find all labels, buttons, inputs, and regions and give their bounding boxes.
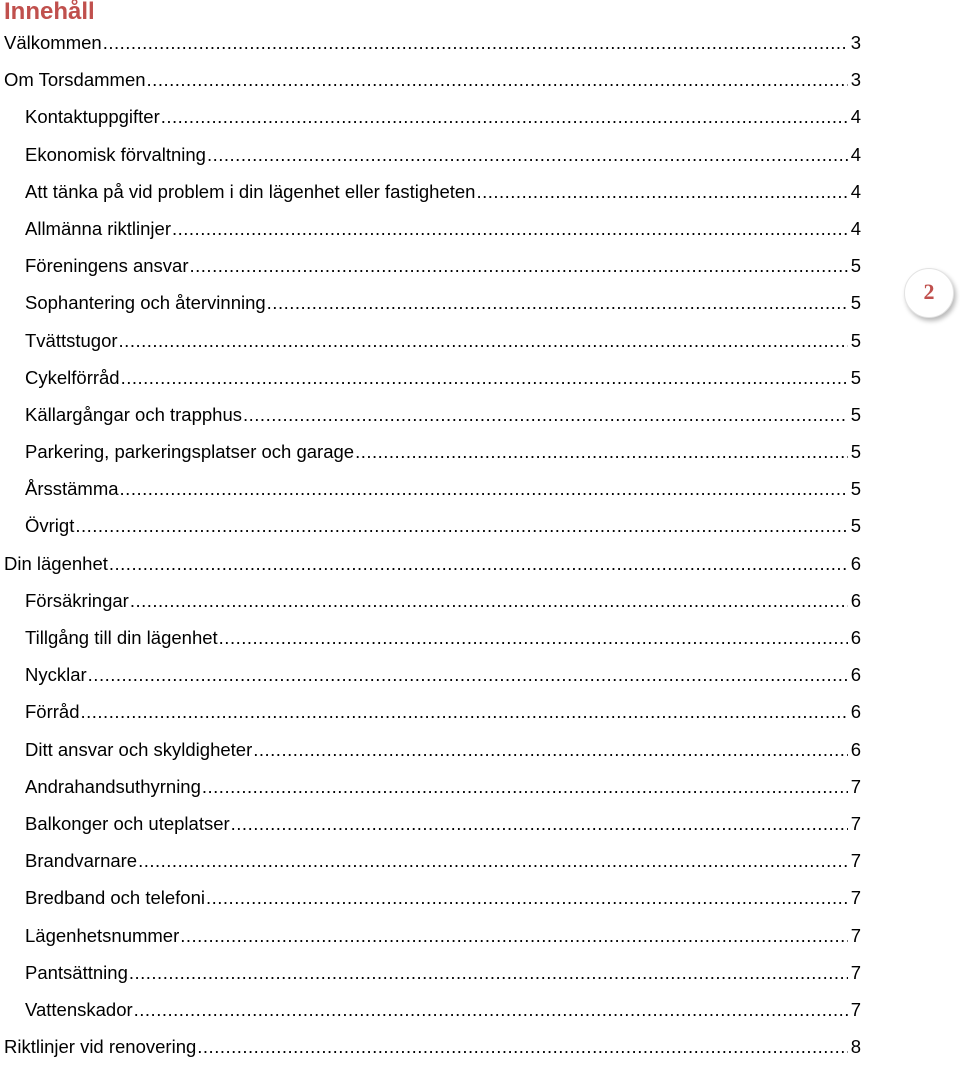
toc-dot-leader: [202, 768, 848, 805]
toc-dot-leader: [81, 693, 848, 730]
toc-dot-leader: [129, 954, 848, 991]
toc-dot-leader: [197, 1028, 847, 1065]
toc-entry[interactable]: [0, 656, 870, 693]
toc-entry-title: Årsstämma: [25, 478, 119, 500]
toc-dot-leader: [172, 210, 848, 247]
toc-entry[interactable]: [0, 507, 870, 544]
toc-page-number: 6: [850, 701, 861, 723]
toc-entry-title: Balkonger och uteplatser: [25, 812, 230, 834]
toc-entry-title: Försäkringar: [25, 589, 129, 611]
toc-page-number: 7: [850, 812, 861, 834]
toc-entry-title: Cykelförråd: [25, 366, 120, 388]
toc-entry[interactable]: [0, 433, 870, 470]
toc-entry[interactable]: [0, 954, 870, 991]
toc-entry[interactable]: [0, 879, 870, 916]
toc-entry-title: Välkommen: [4, 32, 102, 53]
toc-entry-title: Ekonomisk förvaltning: [25, 143, 206, 165]
toc-entry-title: Brandvarnare: [25, 850, 138, 872]
toc-entry[interactable]: [0, 173, 870, 210]
toc-entry-title: Tvättstugor: [25, 329, 118, 351]
toc-page-number: 5: [850, 478, 861, 500]
toc-page-number: 6: [850, 664, 861, 686]
toc-page-number: 5: [850, 403, 861, 425]
toc-dot-leader: [207, 136, 848, 173]
toc-dot-leader: [120, 470, 848, 507]
toc-entry[interactable]: [0, 470, 870, 507]
table-of-contents: [0, 24, 870, 1065]
toc-entry-title: Bredband och telefoni: [25, 887, 205, 909]
toc-page-number: 5: [850, 366, 861, 388]
toc-entry[interactable]: [0, 136, 870, 173]
toc-page-number: 7: [850, 775, 861, 797]
toc-page-number: 4: [850, 106, 861, 128]
toc-entry[interactable]: [0, 24, 870, 61]
toc-page-number: 7: [850, 887, 861, 909]
toc-entry-title: Andrahandsuthyrning: [25, 775, 201, 797]
toc-page-number: 6: [850, 552, 861, 574]
toc-entry-title: Föreningens ansvar: [25, 255, 189, 277]
toc-page-number: 6: [850, 738, 861, 760]
toc-entry[interactable]: [0, 917, 870, 954]
toc-dot-leader: [119, 322, 848, 359]
toc-entry-title: Vattenskador: [25, 998, 133, 1020]
page-number-badge: [904, 268, 954, 318]
toc-page-number: 7: [850, 961, 861, 983]
toc-page-number: 3: [850, 32, 861, 53]
toc-entry-title: Parkering, parkeringsplatser och garage: [25, 441, 355, 463]
toc-entry[interactable]: [0, 210, 870, 247]
toc-entry[interactable]: [0, 247, 870, 284]
toc-entry[interactable]: [0, 731, 870, 768]
toc-dot-leader: [147, 61, 848, 98]
toc-entry-title: Ditt ansvar och skyldigheter: [25, 738, 253, 760]
toc-entry-title: Tillgång till din lägenhet: [25, 627, 218, 648]
toc-page-number: 5: [850, 329, 861, 351]
toc-entry[interactable]: [0, 991, 870, 1028]
toc-dot-leader: [109, 545, 848, 582]
toc-dot-leader: [180, 917, 847, 954]
toc-entry-title: Övrigt: [25, 515, 75, 537]
toc-entry[interactable]: [0, 842, 870, 879]
toc-dot-leader: [243, 396, 848, 433]
toc-page-number: 5: [850, 515, 861, 537]
page-number: 2: [923, 279, 935, 304]
toc-dot-leader: [231, 805, 848, 842]
toc-dot-leader: [219, 619, 848, 656]
toc-dot-leader: [267, 284, 848, 321]
toc-entry-title: Nycklar: [25, 664, 87, 686]
toc-dot-leader: [103, 24, 848, 61]
toc-dot-leader: [75, 507, 847, 544]
toc-dot-leader: [206, 879, 848, 916]
toc-entry-title: Sophantering och återvinning: [25, 292, 266, 314]
toc-entry[interactable]: [0, 805, 870, 842]
toc-entry-title: Om Torsdammen: [4, 69, 146, 91]
toc-entry[interactable]: [0, 582, 870, 619]
toc-entry-title: Riktlinjer vid renovering: [4, 1036, 197, 1058]
toc-page-number: 5: [850, 292, 861, 314]
toc-entry-title: Lägenhetsnummer: [25, 924, 180, 946]
toc-entry[interactable]: [0, 693, 870, 730]
toc-dot-leader: [88, 656, 848, 693]
toc-page-number: 6: [850, 589, 861, 611]
toc-entry-title: Allmänna riktlinjer: [25, 217, 171, 239]
toc-page-number: 7: [850, 998, 861, 1020]
toc-entry[interactable]: [0, 619, 870, 656]
toc-entry[interactable]: [0, 98, 870, 135]
toc-entry-title: Din lägenhet: [4, 552, 108, 574]
toc-dot-leader: [476, 173, 847, 210]
toc-entry[interactable]: [0, 61, 870, 98]
toc-entry-title: Kontaktuppgifter: [25, 106, 160, 128]
toc-entry[interactable]: [0, 396, 870, 433]
toc-entry[interactable]: [0, 545, 870, 582]
toc-page-number: 4: [850, 180, 861, 202]
toc-page-number: 8: [850, 1036, 861, 1058]
toc-page-number: 5: [850, 255, 861, 277]
toc-entry-title: Källargångar och trapphus: [25, 403, 243, 425]
toc-dot-leader: [355, 433, 848, 470]
toc-entry-title: Förråd: [25, 701, 80, 723]
toc-heading: Innehåll: [4, 0, 95, 25]
toc-entry[interactable]: [0, 1028, 870, 1065]
toc-dot-leader: [134, 991, 848, 1028]
toc-entry[interactable]: [0, 284, 870, 321]
toc-dot-leader: [121, 359, 848, 396]
toc-entry-title: Att tänka på vid problem i din lägenhet eller fastigheten: [25, 180, 476, 202]
toc-page-number: 3: [850, 69, 861, 91]
toc-page-number: 4: [850, 143, 861, 165]
toc-page-number: 7: [850, 850, 861, 872]
toc-entry-title: Pantsättning: [25, 961, 128, 983]
toc-page-number: 4: [850, 217, 861, 239]
toc-page-number: 7: [850, 924, 861, 946]
toc-dot-leader: [253, 731, 847, 768]
toc-dot-leader: [138, 842, 848, 879]
toc-dot-leader: [130, 582, 848, 619]
toc-page-number: 5: [850, 441, 861, 463]
toc-entry[interactable]: [0, 768, 870, 805]
toc-dot-leader: [161, 98, 848, 135]
toc-dot-leader: [190, 247, 848, 284]
toc-page-number: 6: [850, 627, 861, 648]
toc-entry[interactable]: [0, 359, 870, 396]
toc-entry[interactable]: [0, 322, 870, 359]
